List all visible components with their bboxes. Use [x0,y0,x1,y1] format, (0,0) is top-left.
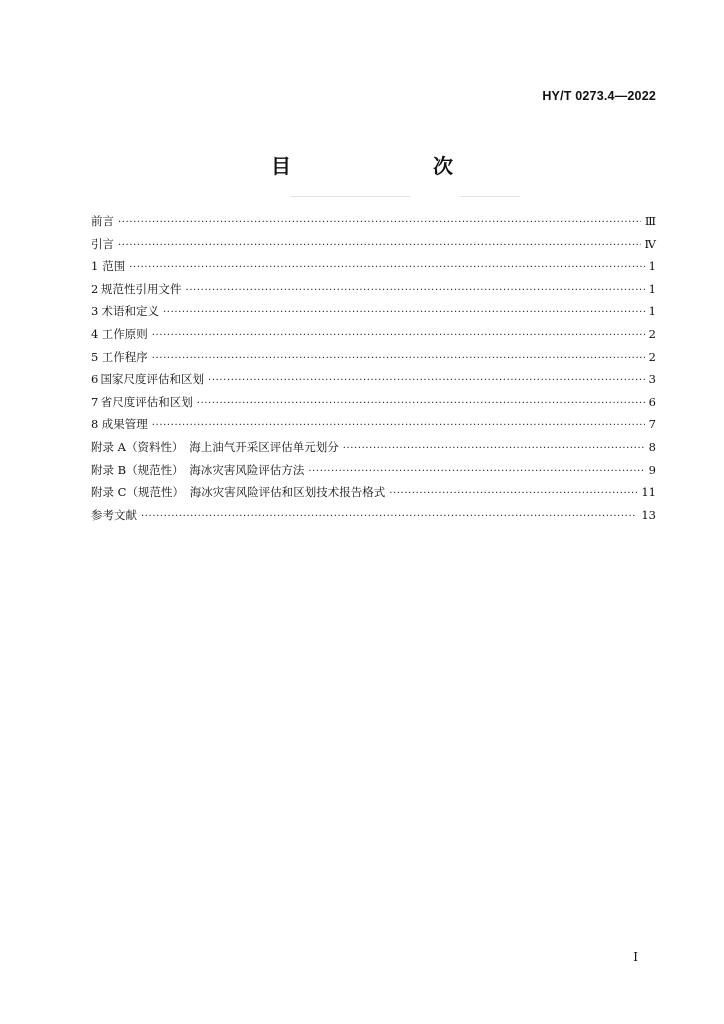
toc-entry-number: 8 [91,417,99,432]
toc-entry-label: 范围 [102,259,126,274]
toc-entry-label: 附录 C（规范性） 海冰灾害风险评估和区划技术报告格式 [91,485,386,500]
toc-entry-label: 成果管理 [101,417,148,432]
toc-leader-dots [129,257,644,280]
toc-leader-dots [308,461,644,484]
toc-entry-label: 引言 [91,236,114,251]
toc-entry-label: 参考文献 [91,507,137,522]
toc-entry-page: 7 [648,417,656,432]
toc-entry-page: 1 [648,304,656,319]
toc-entry-work-principles[interactable] [91,323,656,346]
toc-leader-dots [197,393,645,416]
toc-entry-label: 工作程序 [101,349,148,364]
document-code: HY/T 0273.4—2022 [542,89,656,103]
toc-entry-national-scale[interactable] [91,368,656,391]
toc-entry-appendix-c[interactable] [91,481,656,504]
toc-entry-work-procedure[interactable] [91,346,656,369]
toc-entry-appendix-b[interactable] [91,459,656,482]
toc-entry-label: 术语和定义 [101,304,160,319]
toc-entry-number: 4 [91,326,99,341]
page-number: I [633,950,638,964]
toc-leader-dots [118,235,641,258]
toc-entry-foreword[interactable] [91,210,656,233]
toc-entry-label: 工作原则 [101,326,148,341]
toc-entry-page: 1 [648,281,656,296]
toc-entry-page: Ⅲ [644,214,656,228]
toc-entry-label: 前言 [91,214,114,228]
toc-entry-number: 6 [91,372,99,387]
toc-entry-introduction[interactable] [91,233,656,256]
toc-entry-page: 13 [641,507,656,522]
toc-leader-dots [152,325,645,348]
toc-entry-page: Ⅳ [644,236,656,251]
toc-entry-label: 国家尺度评估和区划 [100,372,205,387]
toc-entry-number: 1 [91,259,99,274]
toc-leader-dots [152,415,645,438]
toc-entry-page: 2 [648,326,656,341]
toc-entry-label: 规范性引用文件 [101,281,182,296]
scan-artifact [460,196,520,197]
toc-entry-normative-references[interactable] [91,278,656,301]
table-of-contents [91,210,656,526]
toc-entry-label: 附录 B（规范性） 海冰灾害风险评估方法 [91,462,305,477]
toc-entry-number: 7 [91,394,99,409]
toc-entry-provincial-scale[interactable] [91,391,656,414]
toc-leader-dots [141,506,637,529]
toc-leader-dots [163,302,645,325]
toc-entry-page: 9 [648,462,656,477]
toc-leader-dots [389,483,637,506]
toc-entry-number: 5 [91,349,99,364]
toc-entry-terms-definitions[interactable] [91,300,656,323]
toc-entry-number: 2 [91,281,99,296]
toc-entry-scope[interactable] [91,255,656,278]
toc-entry-page: 3 [648,372,656,387]
toc-entry-page: 1 [648,259,656,274]
toc-entry-page: 6 [648,394,656,409]
toc-entry-page: 11 [641,485,656,500]
toc-leader-dots [152,348,645,371]
toc-entry-page: 2 [648,349,656,364]
page-title: 目 次 [271,154,487,178]
toc-entry-number: 3 [91,304,99,319]
toc-entry-page: 8 [648,439,656,454]
toc-leader-dots [118,212,641,235]
toc-leader-dots [186,280,645,303]
scan-artifact [290,196,410,197]
toc-entry-label: 省尺度评估和区划 [100,394,193,409]
toc-entry-label: 附录 A（资料性） 海上油气开采区评估单元划分 [91,439,339,454]
toc-leader-dots [208,370,645,393]
toc-entry-appendix-a[interactable] [91,436,656,459]
toc-entry-bibliography[interactable] [91,504,656,527]
toc-entry-results-management[interactable] [91,413,656,436]
toc-leader-dots [343,438,645,461]
